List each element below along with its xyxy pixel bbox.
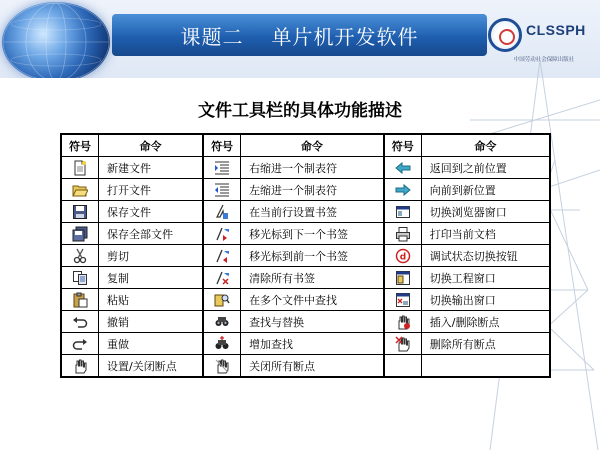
symbol-cell [61, 201, 99, 223]
debug-toggle-icon [395, 248, 411, 264]
command-cell: 清除所有书签 [241, 267, 384, 289]
indent-right-icon [214, 160, 230, 176]
symbol-cell [61, 157, 99, 179]
logo-subtitle: 中国劳动社会保障出版社 [513, 57, 575, 63]
command-cell: 调试状态切换按钮 [421, 245, 550, 267]
command-cell: 复制 [99, 267, 204, 289]
command-cell: 重做 [99, 333, 204, 355]
symbol-cell [203, 201, 241, 223]
toolbar-function-table [60, 133, 551, 378]
clear-bookmarks-icon [214, 270, 230, 286]
symbol-cell [384, 289, 422, 311]
title-bar [112, 14, 487, 56]
symbol-cell [384, 157, 422, 179]
symbol-cell [384, 333, 422, 355]
command-cell: 关闭所有断点 [241, 355, 384, 378]
command-cell: 保存全部文件 [99, 223, 204, 245]
back-arrow-icon [395, 160, 411, 176]
command-cell: 粘贴 [99, 289, 204, 311]
symbol-cell [384, 245, 422, 267]
command-cell: 设置/关闭断点 [99, 355, 204, 378]
symbol-cell [203, 289, 241, 311]
symbol-cell [61, 223, 99, 245]
logo-text: CLSSPH [526, 22, 586, 38]
find-replace-icon [214, 314, 230, 330]
command-cell: 保存文件 [99, 201, 204, 223]
command-cell: 插入/删除断点 [421, 311, 550, 333]
table-row [61, 157, 550, 179]
symbol-cell [203, 267, 241, 289]
symbol-cell [384, 311, 422, 333]
symbol-cell [203, 311, 241, 333]
command-cell: 移光标到下一个书签 [241, 223, 384, 245]
command-cell: 左缩进一个制表符 [241, 179, 384, 201]
scissors-icon [72, 248, 88, 264]
command-cell: 切换工程窗口 [421, 267, 550, 289]
symbol-cell [203, 157, 241, 179]
table-header-row [61, 134, 550, 157]
copy-icon [72, 270, 88, 286]
find-in-files-icon [214, 292, 230, 308]
page-heading: 文件工具栏的具体功能描述 [198, 101, 402, 121]
symbol-cell [203, 333, 241, 355]
forward-arrow-icon [395, 182, 411, 198]
symbol-cell [61, 355, 99, 378]
indent-left-icon [214, 182, 230, 198]
table-row [61, 267, 550, 289]
subject-title: 单片机开发软件 [271, 24, 419, 49]
command-cell: 在当前行设置书签 [241, 201, 384, 223]
redo-icon [72, 336, 88, 352]
table-row [61, 311, 550, 333]
symbol-cell [203, 179, 241, 201]
next-bookmark-icon [214, 226, 230, 242]
save-icon [72, 204, 88, 220]
project-window-icon [395, 270, 411, 286]
breakpoint-hand-icon [72, 358, 88, 374]
symbol-cell [203, 245, 241, 267]
symbol-cell [203, 355, 241, 378]
save-all-icon [72, 226, 88, 242]
header-command: 命令 [241, 134, 384, 157]
command-cell: 打印当前文档 [421, 223, 550, 245]
command-cell: 查找与替换 [241, 311, 384, 333]
browser-window-icon [395, 204, 411, 220]
symbol-cell [61, 311, 99, 333]
command-cell [421, 355, 550, 378]
delete-breakpoints-icon [395, 336, 411, 352]
insert-breakpoint-icon [395, 314, 411, 330]
header-symbol: 符号 [61, 134, 99, 157]
table-row [61, 223, 550, 245]
command-cell: 删除所有断点 [421, 333, 550, 355]
header-command: 命令 [421, 134, 550, 157]
command-cell: 增加查找 [241, 333, 384, 355]
command-cell: 切换输出窗口 [421, 289, 550, 311]
svg-text:d: d [399, 252, 407, 262]
symbol-cell [384, 201, 422, 223]
globe-grid-lines [2, 2, 110, 78]
command-cell: 切换浏览器窗口 [421, 201, 550, 223]
disable-breakpoints-icon [214, 358, 230, 374]
header-symbol: 符号 [384, 134, 422, 157]
command-cell: 在多个文件中查找 [241, 289, 384, 311]
table-row [61, 355, 550, 378]
prev-bookmark-icon [214, 248, 230, 264]
lesson-title: 课题二 [180, 24, 244, 49]
command-cell: 撤销 [99, 311, 204, 333]
header-symbol: 符号 [203, 134, 241, 157]
symbol-cell [61, 289, 99, 311]
paste-icon [72, 292, 88, 308]
command-cell: 剪切 [99, 245, 204, 267]
publisher-logo [488, 18, 598, 63]
command-cell: 打开文件 [99, 179, 204, 201]
symbol-cell [384, 355, 422, 378]
printer-icon [395, 226, 411, 242]
command-cell: 移光标到前一个书签 [241, 245, 384, 267]
symbol-cell [61, 245, 99, 267]
command-cell: 向前到新位置 [421, 179, 550, 201]
incremental-find-icon [214, 336, 230, 352]
table-row [61, 201, 550, 223]
command-cell: 返回到之前位置 [421, 157, 550, 179]
symbol-cell [203, 223, 241, 245]
command-cell: 右缩进一个制表符 [241, 157, 384, 179]
header-command: 命令 [99, 134, 204, 157]
symbol-cell [61, 333, 99, 355]
command-cell: 新建文件 [99, 157, 204, 179]
table-row [61, 289, 550, 311]
output-window-icon [395, 292, 411, 308]
table-row [61, 245, 550, 267]
bookmark-icon [214, 204, 230, 220]
symbol-cell [384, 223, 422, 245]
new-file-icon [72, 160, 88, 176]
undo-icon [72, 314, 88, 330]
symbol-cell [61, 267, 99, 289]
table-row [61, 179, 550, 201]
symbol-cell [61, 179, 99, 201]
open-folder-icon [72, 182, 88, 198]
symbol-cell [384, 179, 422, 201]
table-row [61, 333, 550, 355]
logo-emblem-icon [488, 18, 522, 52]
symbol-cell [384, 267, 422, 289]
